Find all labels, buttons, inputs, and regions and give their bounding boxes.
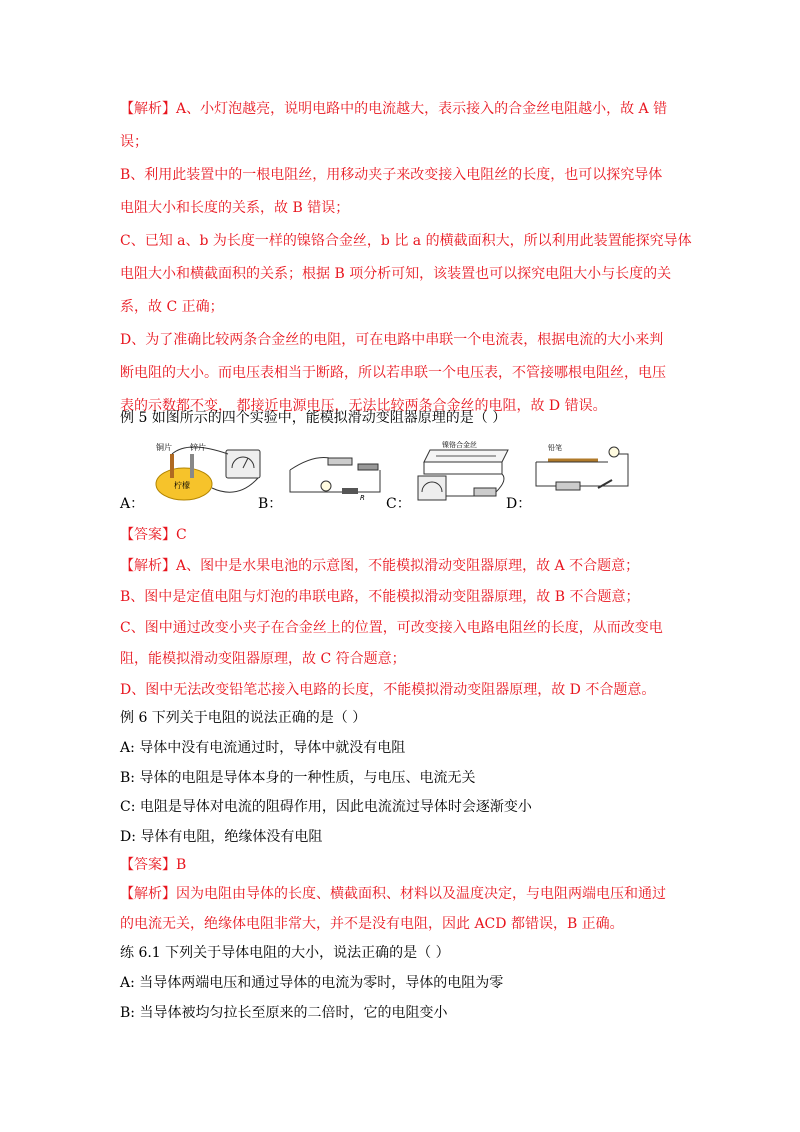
analysis-line: 【解析】因为电阻由导体的长度、横截面积、材料以及温度决定，与电阻两端电压和通过 [120,886,666,902]
fig-a-label: 锌片 [190,443,206,452]
practice-question: 练 6.1 下列关于导体电阻的大小，说法正确的是（ ） [120,945,450,961]
analysis-line: 的电流无关，绝缘体电阻非常大，并不是没有电阻，因此 ACD 都错误，B 正确。 [120,916,624,932]
analysis-line: 【解析】A、图中是水果电池的示意图，不能模拟滑动变阻器原理，故 A 不合题意； [120,558,640,574]
option: A: 导体中没有电流通过时，导体中就没有电阻 [120,740,406,756]
analysis-line: 电阻大小和横截面积的关系；根据 B 项分析可知，该装置也可以探究电阻大小与长度的关 [120,266,672,282]
option: B: 导体的电阻是导体本身的一种性质，与电压、电流无关 [120,770,476,786]
option-label-c: C： [386,496,411,512]
option: B: 当导体被均匀拉长至原来的二倍时，它的电阻变小 [120,1005,448,1021]
fig-c-label: 镍铬合金丝 [442,441,477,449]
alloy-wire-figure [408,440,518,510]
option: C: 电阻是导体对电流的阻碍作用，因此电流流过导体时会逐渐变小 [120,799,532,815]
fig-a-label: 柠檬 [174,481,190,490]
fig-b-label: R [360,494,365,502]
experiment-figures [118,440,718,518]
analysis-line: B、利用此装置中的一根电阻丝，用移动夹子来改变接入电阻丝的长度，也可以探究导体 [120,167,663,183]
fig-d-label: 铅笔 [548,444,562,452]
option: A: 当导体两端电压和通过导体的电流为零时，导体的电阻为零 [120,975,504,991]
example5-answer: 【答案】C [120,527,187,543]
example6-answer: 【答案】B [120,857,187,873]
example6-question: 例 6 下列关于电阻的说法正确的是（ ） [120,710,367,726]
analysis-line: D、图中无法改变铅笔芯接入电路的长度，不能模拟滑动变阻器原理，故 D 不合题意。 [120,682,656,698]
analysis-line: 系，故 C 正确； [120,299,224,315]
fig-a-label: 铜片 [156,443,172,452]
analysis-line: 表的示数都不变， 都接近电源电压，无法比较两条合金丝的电阻，故 D 错误。 [120,398,607,414]
option: D: 导体有电阻，绝缘体没有电阻 [120,829,323,845]
example5-question: 例 5 如图所示的四个实验中，能模拟滑动变阻器原理的是（ ） [120,410,507,426]
analysis-line: C、图中通过改变小夹子在合金丝上的位置，可改变接入电路电阻丝的长度，从而改变电 [120,620,663,636]
analysis-line: 误； [120,134,148,150]
analysis-line: 【解析】A、小灯泡越亮，说明电路中的电流越大，表示接入的合金丝电阻越小，故 A 错 [120,101,668,117]
option-label-d: D： [506,496,532,512]
analysis-line: 断电阻的大小。而电压表相当于断路，所以若串联一个电压表，不管接哪根电阻丝，电压 [120,365,666,381]
analysis-line: 阻，能模拟滑动变阻器原理，故 C 符合题意； [120,651,406,667]
analysis-line: C、已知 a、b 为长度一样的镍铬合金丝，b 比 a 的横截面积大，所以利用此装置能探究导体 [120,233,692,249]
fruit-battery-figure [148,440,268,502]
analysis-line: B、图中是定值电阻与灯泡的串联电路，不能模拟滑动变阻器原理，故 B 不合题意； [120,589,640,605]
option-label-b: B： [258,496,283,512]
analysis-line: D、为了准确比较两条合金丝的电阻，可在电路中串联一个电流表，根据电流的大小来判 [120,332,664,348]
analysis-line: 电阻大小和长度的关系，故 B 错误； [120,200,350,216]
option-label-a: A： [120,496,145,512]
pencil-circuit-figure [528,440,638,502]
series-circuit-figure [280,440,390,502]
